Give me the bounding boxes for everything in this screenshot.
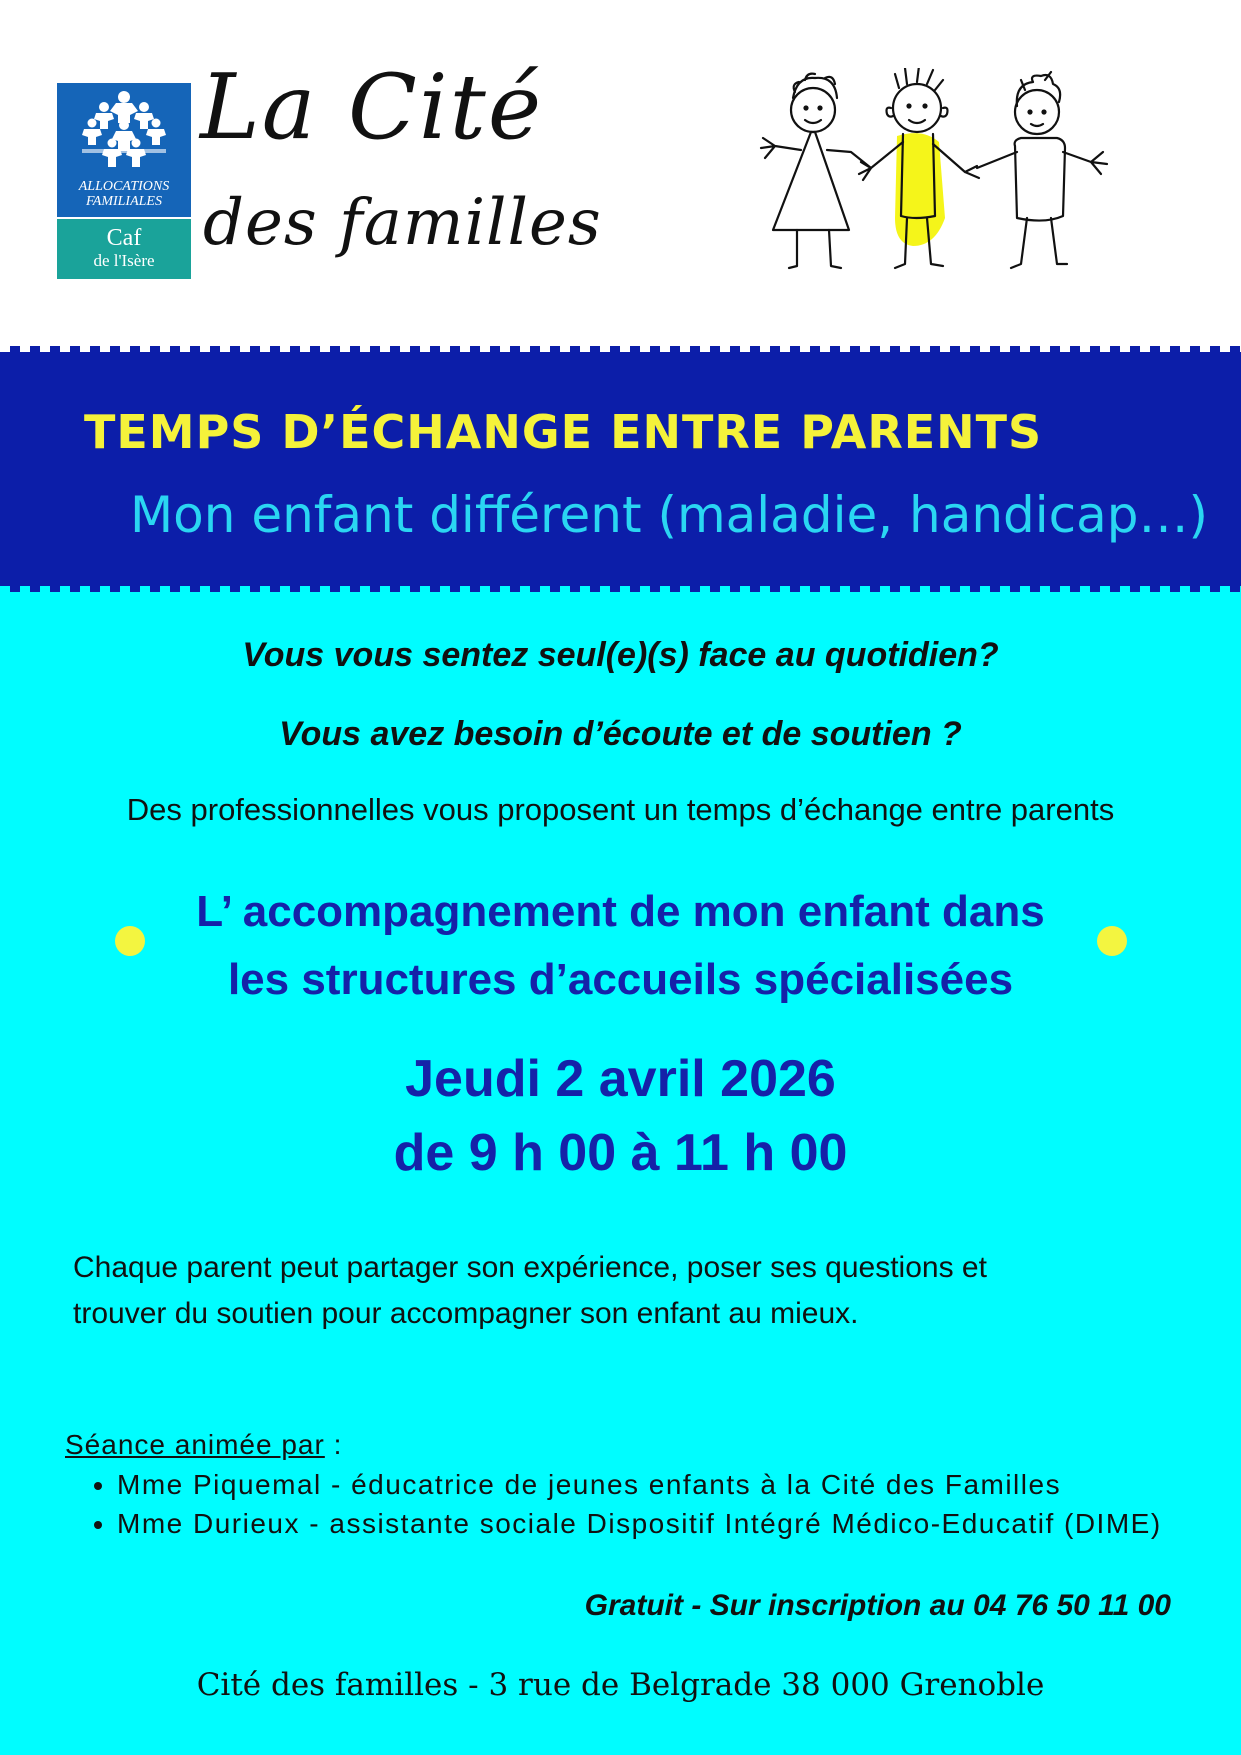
caf-line-familiales: FAMILIALES [86, 194, 162, 209]
description-line-2: trouver du soutien pour accompagner son enfant au mieux. [73, 1297, 859, 1330]
banner-title: TEMPS D’ÉCHANGE ENTRE PARENTS [84, 405, 1043, 459]
banner-subtitle: Mon enfant différent (maladie, handicap…) [130, 486, 1209, 544]
description [73, 1245, 1183, 1337]
session-datetime [0, 1042, 1241, 1190]
description-line-1: Chaque parent peut partager son expérience, poser ses questions et [73, 1251, 987, 1284]
brand-title: La Cité [200, 55, 544, 160]
children-drawing-icon [745, 68, 1115, 283]
question-support: Vous avez besoin d’écoute et de soutien ? [279, 715, 962, 753]
banner-top-edge [0, 345, 1241, 357]
header [0, 0, 1241, 346]
animators-list [82, 1465, 1227, 1543]
caf-families-icon [82, 89, 166, 175]
address: Cité des familles - 3 rue de Belgrade 38 000 Grenoble [196, 1667, 1045, 1703]
session-date: Jeudi 2 avril 2026 [405, 1050, 836, 1108]
list-item: • Mme Durieux - assistante sociale Dispositif Intégré Médico-Educatif (DIME) [117, 1504, 1227, 1543]
animators-label: Séance animée par [65, 1429, 325, 1460]
caf-line-isere: de l'Isère [93, 251, 155, 270]
session-time: de 9 h 00 à 11 h 00 [393, 1124, 848, 1182]
brand-subtitle: des familles [203, 186, 602, 260]
question-lonely: Vous vous sentez seul(e)(s) face au quotidien? [242, 636, 999, 674]
animators-heading [65, 1425, 342, 1465]
registration-info: Gratuit - Sur inscription au 04 76 50 11 00 [584, 1589, 1171, 1622]
animators-suffix: : [324, 1429, 343, 1460]
intro-text: Des professionnelles vous proposent un temps d’échange entre parents [126, 792, 1115, 827]
main-content [0, 592, 1241, 1755]
caf-line-caf: Caf [106, 225, 142, 251]
topic-line-2: les structures d’accueils spécialisées [227, 955, 1014, 1004]
caf-logo-top [57, 83, 191, 217]
title-banner [0, 346, 1241, 592]
caf-line-allocations: ALLOCATIONS [78, 179, 170, 194]
caf-logo-bottom [57, 219, 191, 279]
caf-logo [57, 83, 191, 279]
topic-line-1: L’ accompagnement de mon enfant dans [196, 887, 1045, 936]
session-topic [0, 878, 1241, 1014]
list-item: • Mme Piquemal - éducatrice de jeunes enfants à la Cité des Familles [117, 1465, 1227, 1504]
